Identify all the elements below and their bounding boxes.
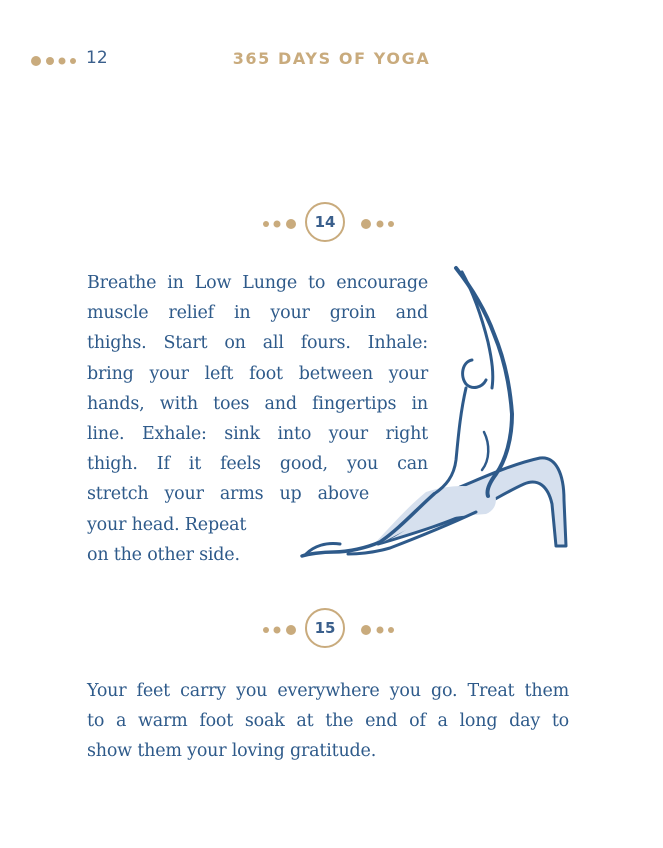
entry-marker-15 bbox=[0, 608, 663, 652]
entry-number-badge: 15 bbox=[305, 608, 345, 648]
entry-15-line: Your feet carry you everywhere you go. Treat them bbox=[87, 681, 569, 701]
entry-14-line: bring your left foot between your bbox=[87, 363, 428, 384]
entry-15-text bbox=[87, 676, 577, 767]
entry-15-line: to a warm foot soak at the end of a long day to bbox=[87, 711, 569, 732]
page-header bbox=[0, 0, 663, 110]
page-number: 12 bbox=[86, 48, 108, 68]
entry-14-line: stretch your arms up above bbox=[87, 484, 369, 505]
entry-15-line: show them your loving gratitude. bbox=[87, 741, 377, 762]
book-title: 365 DAYS OF YOGA bbox=[232, 49, 431, 68]
entry-14-line: thigh. If it feels good, you can bbox=[87, 454, 428, 475]
dots-left-icon bbox=[262, 218, 300, 230]
low-lunge-figure-icon bbox=[300, 264, 580, 564]
entry-14-line: Breathe in Low Lunge to encourage bbox=[87, 273, 428, 293]
entry-14-line: line. Exhale: sink into your right bbox=[87, 424, 428, 445]
entry-14-line: hands, with toes and fingertips in bbox=[87, 393, 428, 414]
entry-marker-14 bbox=[0, 202, 663, 246]
entry-14-line: muscle relief in your groin and bbox=[87, 303, 428, 324]
entry-14-line: on the other side. bbox=[87, 544, 240, 565]
entry-14-line: your head. Repeat bbox=[87, 514, 247, 535]
dots-right-icon bbox=[357, 624, 395, 636]
entry-number-badge: 14 bbox=[305, 202, 345, 242]
entry-14-line: thighs. Start on all fours. Inhale: bbox=[87, 333, 428, 354]
dots-left-icon bbox=[262, 624, 300, 636]
dots-right-icon bbox=[357, 218, 395, 230]
